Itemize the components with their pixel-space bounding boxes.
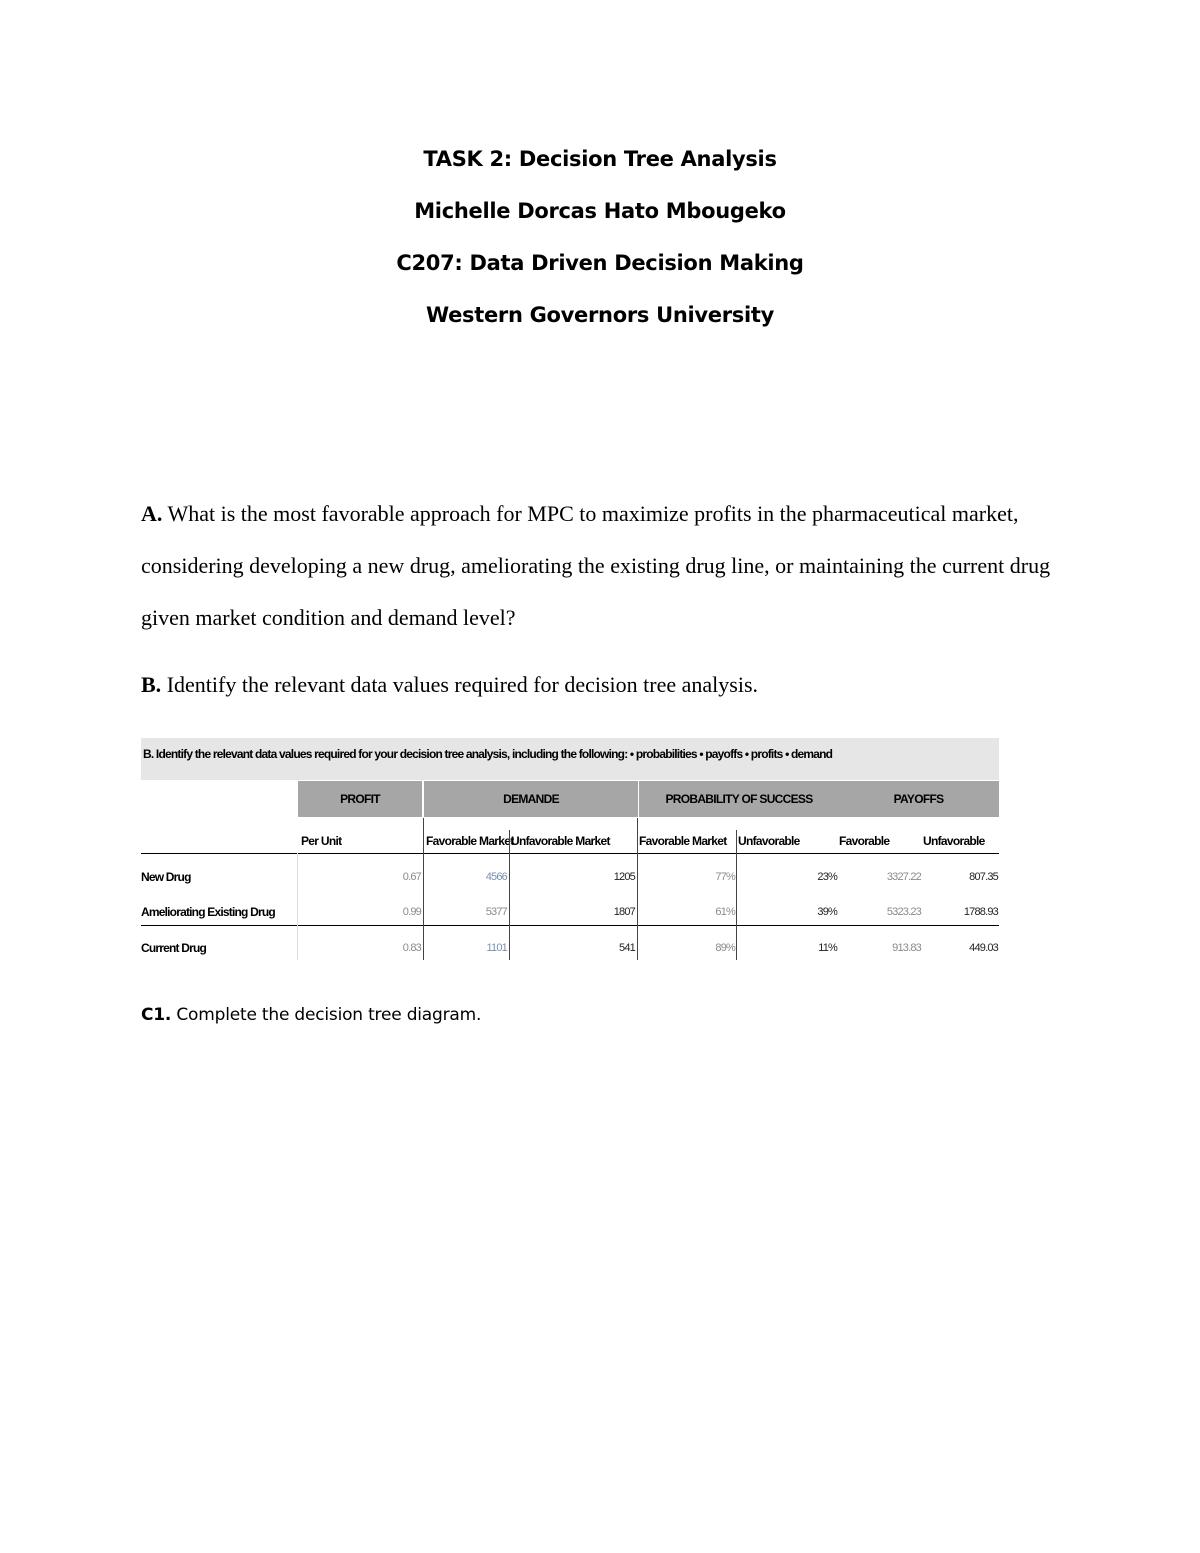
row-rule	[141, 925, 999, 926]
cell-demand-unfavorable: 1807	[613, 906, 635, 918]
cell-per-unit: 0.99	[402, 906, 421, 918]
cell-per-unit: 0.67	[402, 871, 421, 883]
group-header-payoffs: PAYOFFS	[838, 781, 999, 817]
cell-probability-unfavorable: 23%	[817, 871, 837, 883]
cell-demand-unfavorable: 1205	[613, 871, 635, 883]
section-c1-heading	[141, 1005, 481, 1025]
section-a-label: A.	[141, 501, 163, 526]
section-c1-text: Complete the decision tree diagram.	[171, 1005, 482, 1025]
column-divider	[736, 830, 737, 960]
cell-payoff-favorable: 913.83	[892, 942, 921, 954]
section-b-question	[141, 659, 1051, 711]
cell-demand-unfavorable: 541	[619, 942, 635, 954]
cell-payoff-unfavorable: 449.03	[969, 942, 998, 954]
column-divider	[297, 853, 298, 960]
cell-demand-favorable: 5377	[485, 906, 507, 918]
university-name: Western Governors University	[425, 303, 775, 327]
cell-probability-unfavorable: 11%	[818, 942, 837, 954]
column-divider	[509, 830, 510, 960]
cell-payoff-favorable: 3327.22	[886, 871, 921, 883]
cell-payoff-unfavorable: 1788.93	[963, 906, 998, 918]
cell-demand-favorable: 4566	[485, 871, 507, 883]
cell-probability-favorable: 61%	[715, 906, 735, 918]
row-label: New Drug	[141, 870, 191, 884]
section-a-question	[141, 488, 1051, 644]
cell-demand-favorable: 1101	[486, 942, 507, 954]
data-table-image	[141, 738, 999, 962]
document-title: TASK 2: Decision Tree Analysis	[423, 147, 777, 171]
subheader-payoff-favorable: Favorable	[839, 834, 890, 848]
cell-probability-favorable: 77%	[715, 871, 735, 883]
section-b-text: Identify the relevant data values required for decision tree analysis.	[161, 672, 759, 697]
course-name: C207: Data Driven Decision Making	[396, 251, 804, 275]
group-header-profit: PROFIT	[298, 781, 422, 817]
author-name: Michelle Dorcas Hato Mbougeko	[414, 199, 786, 223]
section-c1-label: C1.	[141, 1005, 172, 1025]
cell-payoff-favorable: 5323.23	[886, 906, 921, 918]
section-b-label: B.	[141, 672, 162, 697]
header-rule	[141, 853, 999, 854]
subheader-demand-favorable: Favorable Market	[426, 834, 514, 848]
cell-probability-favorable: 89%	[715, 942, 735, 954]
subheader-demand-unfavorable: Unfavorable Market	[511, 834, 610, 848]
table-caption: B. Identify the relevant data values required for your decision tree analysis, including the following: • probabilities • payoffs • profits • demand	[141, 738, 999, 780]
cell-payoff-unfavorable: 807.35	[969, 871, 998, 883]
section-a-text: What is the most favorable approach for MPC to maximize profits in the pharmaceutical market, considering developing a new drug, ameliorating the existing drug line, or maintaining the current drug given market condition and demand level?	[141, 501, 1051, 630]
row-label: Current Drug	[141, 941, 207, 955]
cell-per-unit: 0.83	[402, 942, 421, 954]
subheader-per-unit: Per Unit	[301, 834, 342, 848]
title-block	[0, 138, 1200, 346]
subheader-probability-favorable: Favorable Market	[639, 834, 727, 848]
cell-probability-unfavorable: 39%	[817, 906, 837, 918]
subheader-payoff-unfavorable: Unfavorable	[923, 834, 985, 848]
column-divider	[637, 818, 638, 960]
group-header-demande: DEMANDE	[423, 781, 638, 817]
group-header-probability: PROBABILITY OF SUCCESS	[638, 781, 839, 817]
subheader-probability-unfavorable: Unfavorable	[738, 834, 800, 848]
row-label: Ameliorating Existing Drug	[141, 905, 275, 919]
column-divider	[423, 818, 424, 960]
